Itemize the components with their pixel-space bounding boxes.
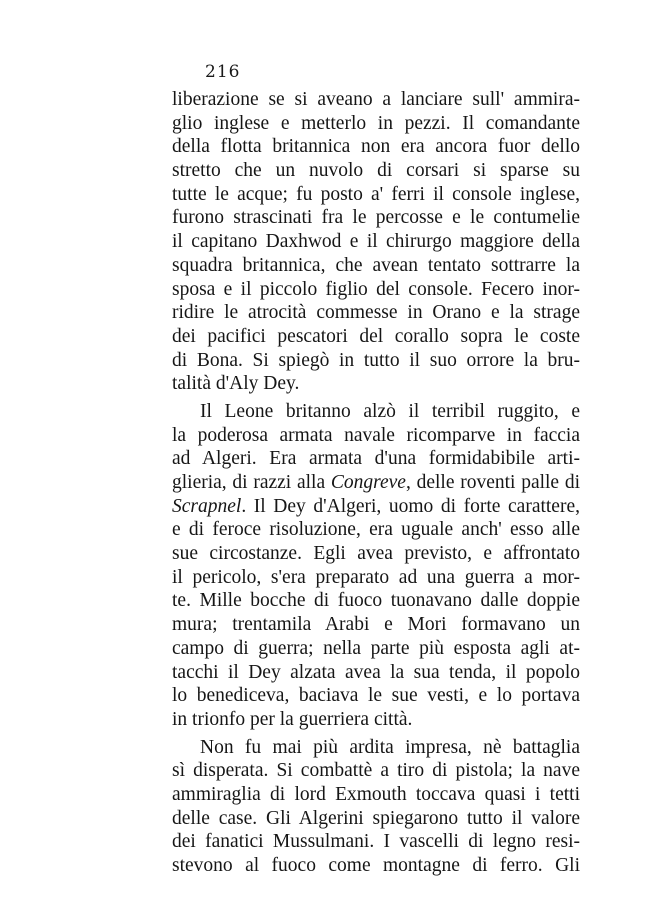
text-line: squadra britannica, che avean tentato sottrarre la (172, 254, 580, 276)
text-line: te. Mille bocche di fuoco tuonavano dalle doppie (172, 590, 580, 612)
text-line: ridire le atrocità commesse in Orano e la strage (172, 302, 580, 324)
text-line: lo benediceva, baciava le sue vesti, e lo portava (172, 685, 580, 707)
text-line: talità d'Aly Dey. (172, 373, 300, 395)
text-line: glio inglese e metterlo in pezzi. Il comandante (172, 112, 580, 134)
text-line: sì disperata. Si combattè a tiro di pistola; la nave (172, 760, 580, 782)
text-line: Il Leone britanno alzò il terribil ruggito, e (200, 400, 580, 422)
paragraph-3 (172, 736, 580, 878)
italic-term-scrapnel: Scrapnel (172, 495, 242, 517)
italic-term-congreve: Congreve (330, 472, 406, 493)
text-line: il pericolo, s'era preparato ad una guerra a mor- (172, 566, 580, 588)
text-line: ammiraglia di lord Exmouth toccava quasi i tetti (172, 783, 580, 805)
page-number: 216 (205, 62, 241, 82)
text-run: . Il Dey d'Algeri, uomo di forte carattere, (241, 495, 580, 517)
text-line: sue circostanze. Egli avea previsto, e affrontato (172, 543, 580, 565)
text-line: il capitano Daxhwod e il chirurgo maggiore della (172, 231, 580, 253)
text-line: in trionfo per la guerriera città. (172, 708, 413, 730)
text-line: tutte le acque; fu posto a' ferri il console inglese, (172, 183, 580, 205)
text-line: tacchi il Dey alzata avea la sua tenda, il popolo (172, 661, 580, 683)
text-line: liberazione se si aveano a lanciare sull' ammira- (172, 89, 580, 110)
text-line: ad Algeri. Era armata d'una formidabibile arti- (172, 448, 580, 470)
text-line: Non fu mai più ardita impresa, nè battaglia (200, 736, 580, 758)
paragraph-2 (172, 400, 580, 732)
text-line: stevono al fuoco come montagne di ferro. Gli (172, 855, 580, 876)
text-line: di Bona. Si spiegò in tutto il suo orrore la bru- (172, 349, 580, 371)
text-line: campo di guerra; nella parte più esposta agli at- (172, 637, 580, 659)
text-line: la poderosa armata navale ricomparve in faccia (172, 424, 580, 446)
text-line: dei fanatici Mussulmani. I vascelli di legno resi- (172, 831, 580, 853)
text-run: glieria, di razzi alla (172, 472, 331, 493)
text-line (172, 471, 580, 495)
text-line: furono strascinati fra le percosse e le contumelie (172, 207, 580, 229)
text-line: dei pacifici pescatori del corallo sopra le coste (172, 325, 580, 347)
text-line: mura; trentamila Arabi e Mori formavano un (172, 614, 580, 636)
text-line: sposa e il piccolo figlio del console. Fecero inor- (172, 278, 580, 300)
text-line: della flotta britannica non era ancora fuor dello (172, 136, 580, 158)
text-run: , delle roventi palle di (405, 472, 580, 493)
text-line (172, 495, 580, 519)
text-line: delle case. Gli Algerini spiegarono tutto il valore (172, 807, 580, 829)
text-line: stretto che un nuvolo di corsari si sparse su (172, 160, 580, 182)
text-line: e di feroce risoluzione, era uguale anch' esso alle (172, 519, 580, 541)
body-text (172, 88, 580, 878)
paragraph-1 (172, 88, 580, 396)
